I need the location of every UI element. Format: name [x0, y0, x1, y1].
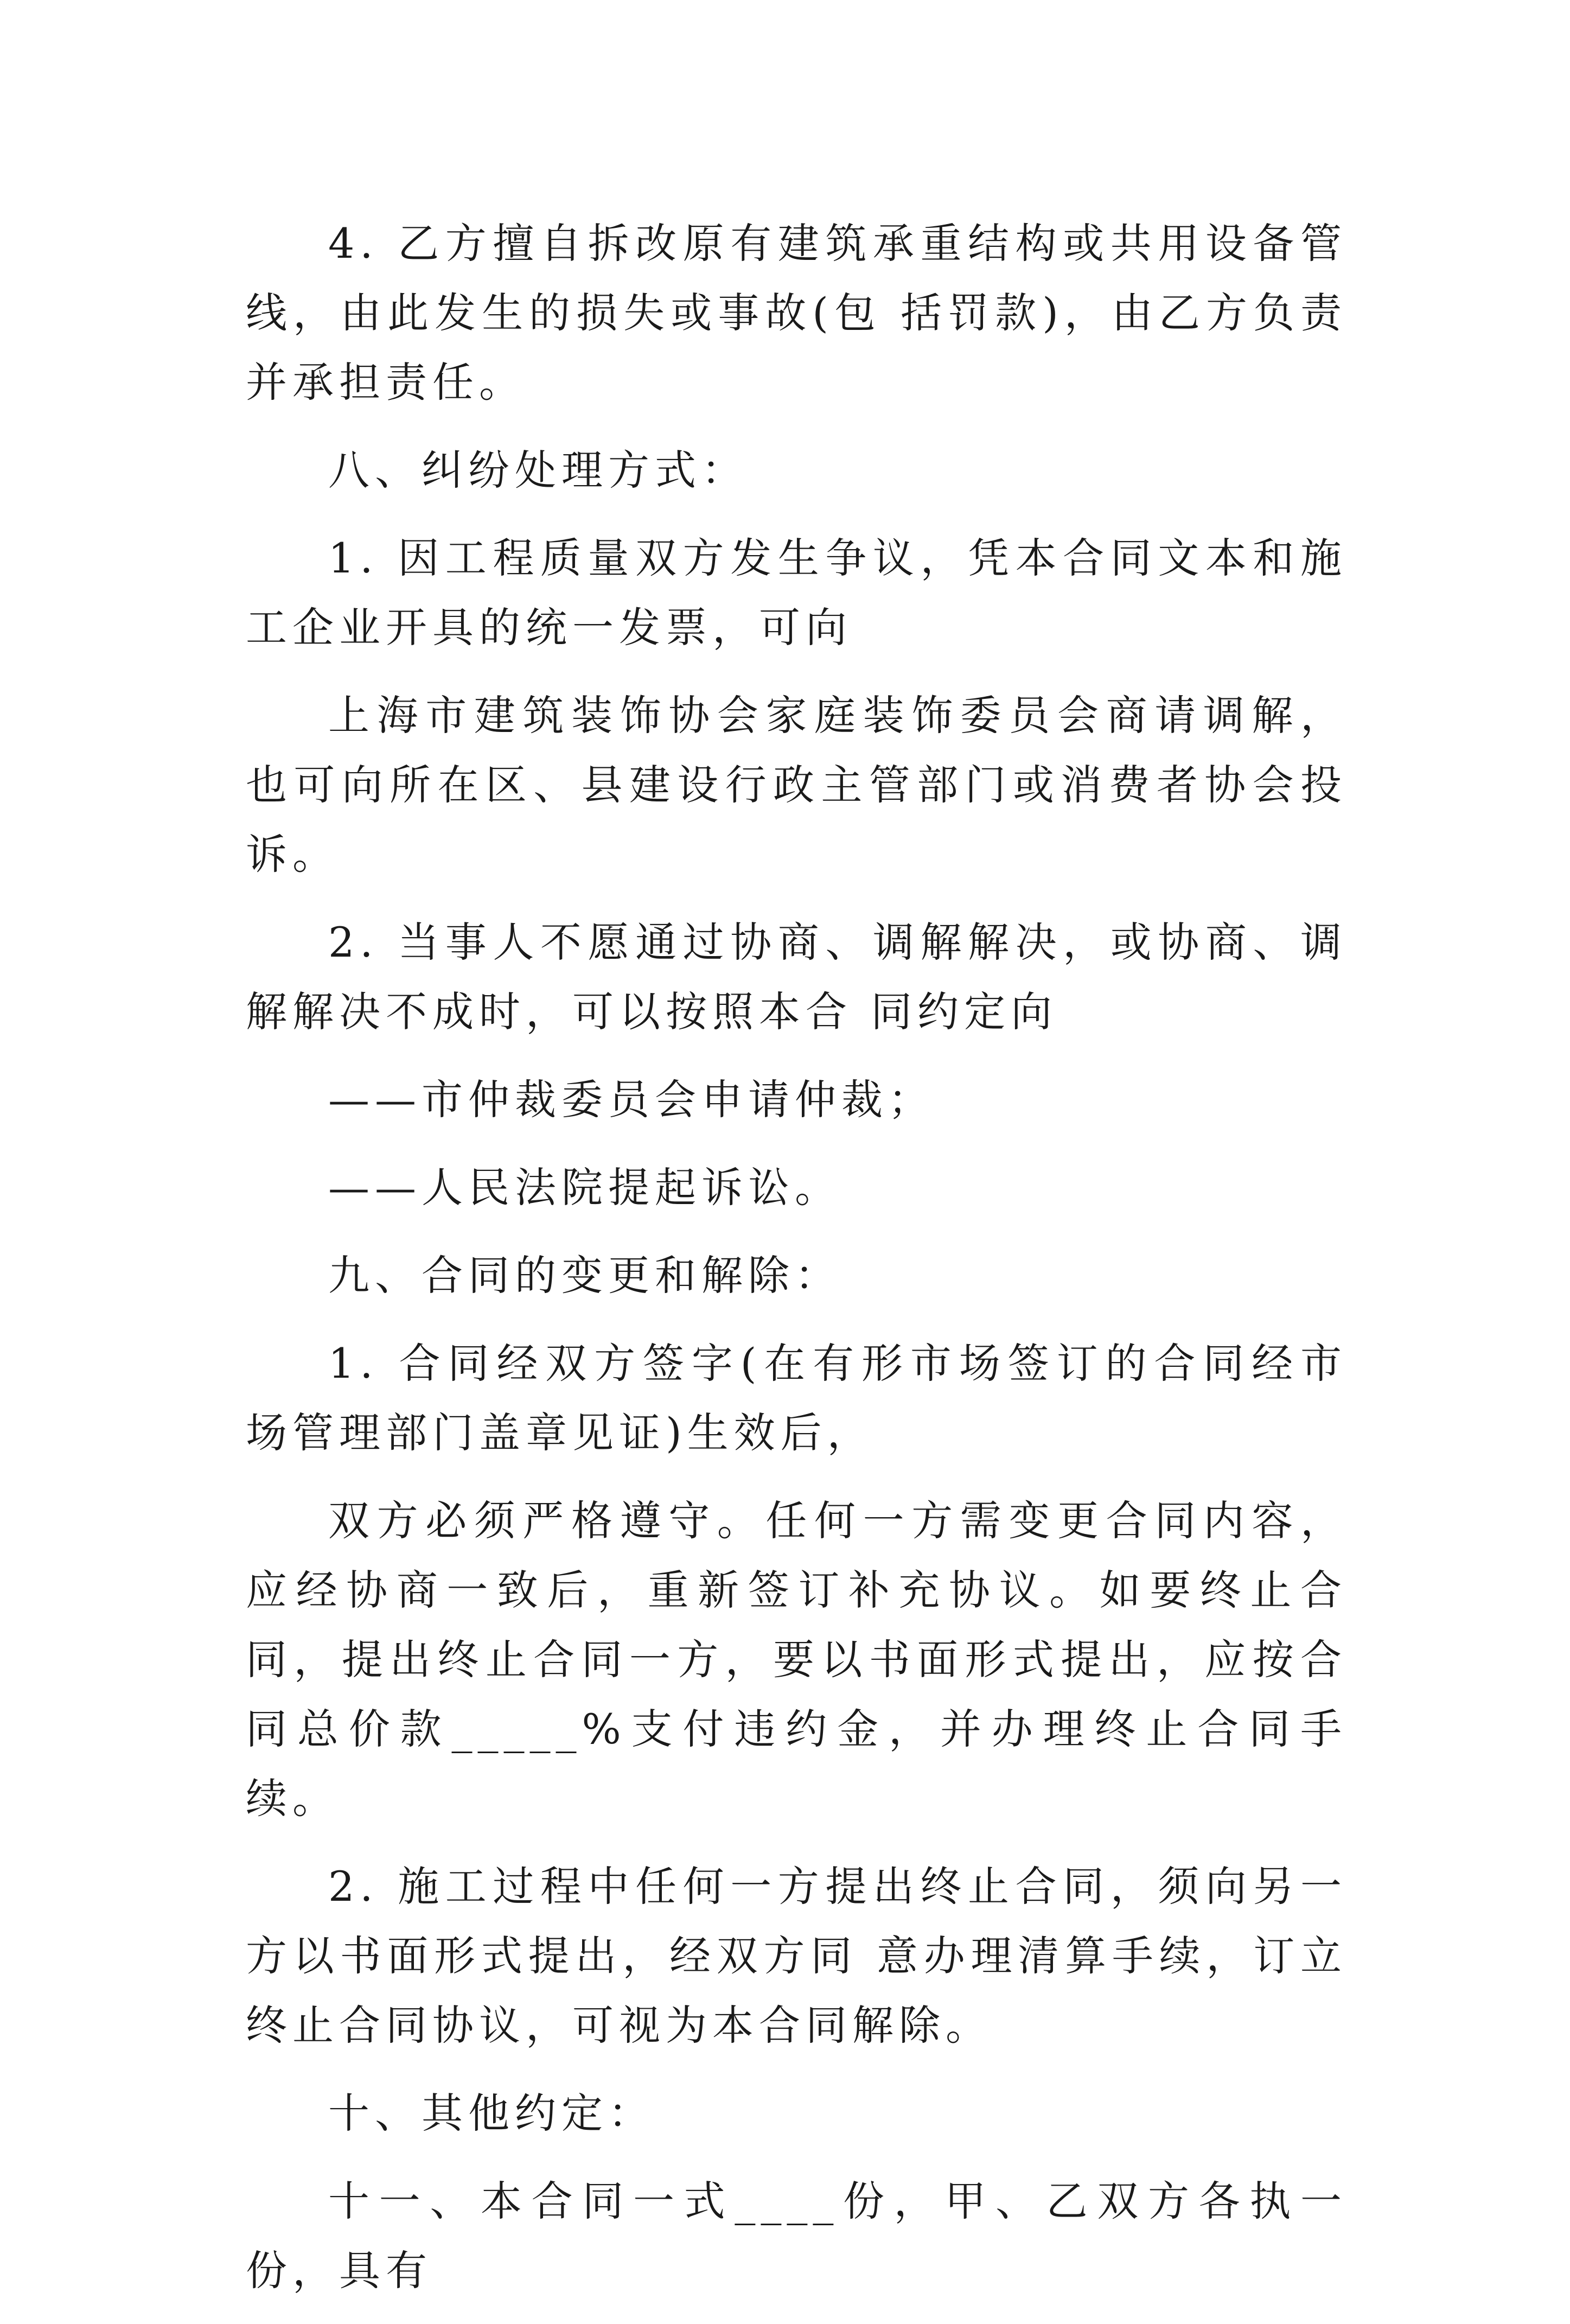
clause-8-1-quality-dispute: 1. 因工程质量双方发生争议，凭本合同文本和施工企业开具的统一发票，可向: [246, 534, 1347, 652]
section-8-heading: 八、纠纷处理方式：: [328, 446, 748, 494]
clause-8-2-arbitration-intro: 2. 当事人不愿通过协商、调解解决，或协商、调解解决不成时，可以按照本合 同约定向: [246, 918, 1347, 1036]
clause-8-2-arbitration-option: ——市仲裁委员会申请仲裁；: [328, 1075, 935, 1124]
clause-9-1-modification-termination: 双方必须严格遵守。任何一方需变更合同内容，应经协商一致后，重新签订补充协议。如要终止合同，提出终止合同一方，要以书面形式提出，应按合同总价款_____%支付违约金，并办理终止合同手续。: [246, 1497, 1347, 1823]
section-10-heading: 十、其他约定：: [328, 2089, 655, 2137]
clause-4-unauthorized-alteration: 4. 乙方擅自拆改原有建筑承重结构或共用设备管线，由此发生的损失或事故(包 括罚款)，由乙方负责并承担责任。: [246, 219, 1347, 406]
section-11-copies: 十一、本合同一式____份，甲、乙双方各执一份，具有: [246, 2177, 1347, 2295]
clause-8-1-mediation: 上海市建筑装饰协会家庭装饰委员会商请调解，也可向所在区、县建设行政主管部门或消费者协会投诉。: [246, 691, 1347, 878]
clause-9-1-effectiveness: 1. 合同经双方签字(在有形市场签订的合同经市场管理部门盖章见证)生效后，: [246, 1339, 1347, 1457]
clause-9-2-termination-during-construction: 2. 施工过程中任何一方提出终止合同，须向另一方以书面形式提出，经双方同 意办理清算手续，订立终止合同协议，可视为本合同解除。: [246, 1862, 1347, 2049]
clause-8-2-litigation-option: ——人民法院提起诉讼。: [328, 1163, 841, 1212]
contract-text-body: [246, 209, 1347, 2324]
section-9-heading: 九、合同的变更和解除：: [328, 1251, 841, 1300]
